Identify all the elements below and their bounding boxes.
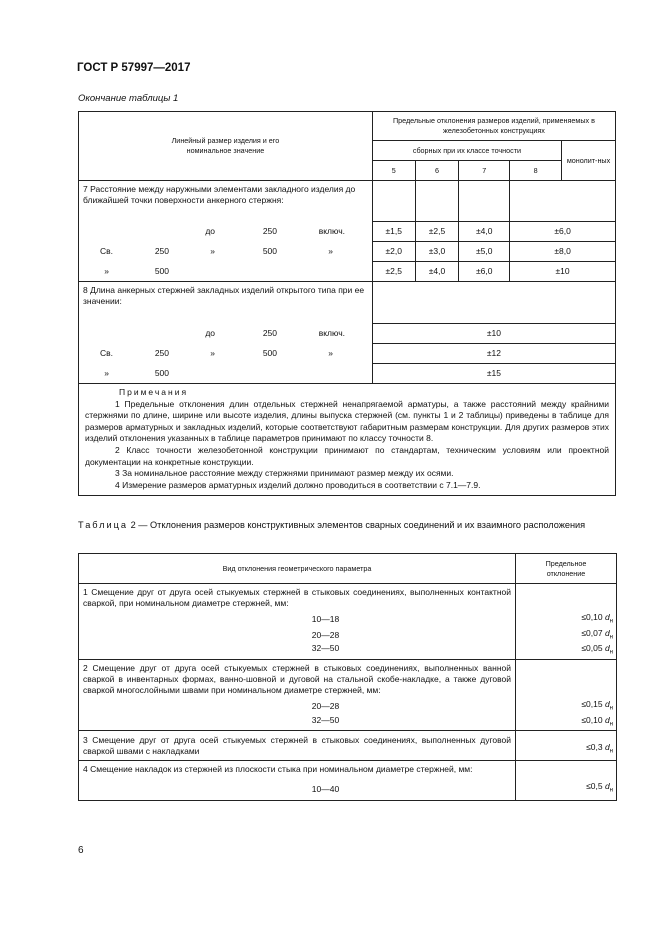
table-row xyxy=(79,778,617,800)
unit-sub: н xyxy=(609,748,613,755)
page-number: 6 xyxy=(78,845,84,856)
unit: d xyxy=(604,714,610,725)
table-row xyxy=(79,715,617,731)
table1-sborn-header: сборных при их классе точности xyxy=(372,141,561,161)
value-cell xyxy=(516,699,617,715)
table-row xyxy=(79,628,617,644)
t2-section4-title: 4 Смещение накладок из стержней из плоскости стыка при номинальном диаметре стержней, мм: xyxy=(79,761,516,779)
table2-col2-label: Предельное отклонение xyxy=(545,558,587,578)
table1-col-label: Линейный размер изделия и его номинальное значение xyxy=(171,136,280,155)
t2-section2-title: 2 Смещение друг от друга осей стыкуемых стержней в стыковых соединениях, выполненных ванной сваркой в инвентарных формах, ванно-шовной и дуговой на стальной скобе-накладке, а также дуговой сваркой многослойными швами при номинальном диаметре стержней, мм: xyxy=(79,660,516,700)
row-to: 500 xyxy=(262,246,277,256)
value-cell: ±10 xyxy=(510,262,616,282)
range-cell: 20—28 xyxy=(79,628,516,644)
value-cell: ±2,5 xyxy=(372,262,415,282)
value: ≤0,10 xyxy=(581,612,603,622)
table-1 xyxy=(78,111,616,496)
table2-col2-header xyxy=(516,554,617,584)
value-cell: ±2,5 xyxy=(415,222,459,242)
value-cell: ±1,5 xyxy=(372,222,415,242)
value-cell xyxy=(516,715,617,731)
value-cell xyxy=(516,628,617,644)
value: ≤0,15 xyxy=(581,699,603,710)
value-cell: ±6,0 xyxy=(510,222,616,242)
row-to-word: » xyxy=(210,348,215,358)
unit-sub: н xyxy=(609,650,613,657)
unit-sub: н xyxy=(609,705,613,712)
table2-caption-label: Таблица xyxy=(78,520,129,530)
range-cell: 10—18 xyxy=(79,612,516,628)
value-cell: ±4,0 xyxy=(459,222,510,242)
row-from: 250 xyxy=(154,348,169,358)
value: ≤0,3 xyxy=(586,741,603,752)
table-row xyxy=(79,324,616,344)
note-1: 1 Предельные отклонения длин отдельных стержней ненапрягаемой арматуры, а также расстояний между крайними стержнями по длине, ширине или высоте изделия, длины выпуска стержней (см. пункты 1 и 2 таблицы) приведены в таблице для размеров арматурных и закладных изделий, которые соответствуют габаритным размерам конструкции. Для других размеров этих изделий отклонения указанных в таблице параметров принимают по классу точности 8. xyxy=(85,398,609,444)
table-row xyxy=(79,643,617,659)
value-cell: ±10 xyxy=(372,324,615,344)
table1-monolit-header: монолит-ных xyxy=(562,141,616,181)
note-4: 4 Измерение размеров арматурных изделий должно проводиться в соответствии с 7.1—7.9. xyxy=(115,479,481,490)
class-5: 5 xyxy=(372,161,415,181)
range-cell: 10—40 xyxy=(79,778,516,800)
table1-top-header: Предельные отклонения размеров изделий, применяемых в железобетонных конструкциях xyxy=(372,112,615,141)
note-3: 3 За номинальное расстояние между стержнями принимают размер между их осями. xyxy=(115,468,454,479)
unit-sub: н xyxy=(609,618,613,625)
row-incl: включ. xyxy=(318,226,345,236)
row-incl: включ. xyxy=(318,328,345,338)
row-prefix: Св. xyxy=(99,348,113,358)
range-cell: 32—50 xyxy=(79,643,516,659)
table1-col-label-cell xyxy=(79,112,373,181)
table2-caption xyxy=(78,519,616,532)
class-8: 8 xyxy=(510,161,562,181)
t2-section1-title: 1 Смещение друг от друга осей стыкуемых стержней в стыковых соединениях, выполненных контактной сваркой, при номинальном диаметре стержней, мм: xyxy=(79,584,516,613)
row-to: 500 xyxy=(262,348,277,358)
row-to-word: до xyxy=(205,328,215,338)
row-prefix xyxy=(79,226,123,237)
row-from xyxy=(123,226,169,237)
row-from: 500 xyxy=(154,265,169,276)
value: ≤0,5 xyxy=(586,781,603,792)
table-continuation-label: Окончание таблицы 1 xyxy=(78,93,179,104)
row-to-word: » xyxy=(210,246,215,256)
note-2: 2 Класс точности железобетонной конструкции принимают по стандартам, техническим условиям или проектной документации на конкретные конструкции. xyxy=(85,444,609,467)
row-to-word: до xyxy=(205,226,215,236)
unit-sub: н xyxy=(609,634,613,641)
unit: d xyxy=(604,643,610,654)
value-cell: ±6,0 xyxy=(459,262,510,282)
value-cell: ±15 xyxy=(372,364,615,384)
row-prefix: » xyxy=(104,265,109,276)
table-row xyxy=(79,262,616,282)
table1-notes xyxy=(79,384,616,496)
row-to: 250 xyxy=(262,328,277,338)
value-cell: ±8,0 xyxy=(510,242,616,262)
table-row xyxy=(79,699,617,715)
table-row xyxy=(79,731,617,761)
table-2 xyxy=(78,553,617,801)
unit: d xyxy=(604,741,610,752)
value-cell: ±4,0 xyxy=(415,262,459,282)
value-cell: ±3,0 xyxy=(415,242,459,262)
table-row xyxy=(79,222,616,242)
row-from: 250 xyxy=(154,246,169,256)
section7-title: 7 Расстояние между наружными элементами закладного изделия до ближайшей точки поверхности анкерного стержня: xyxy=(79,181,373,222)
value: ≤0,10 xyxy=(581,714,603,725)
value-cell: ±5,0 xyxy=(459,242,510,262)
row-incl: » xyxy=(328,348,333,358)
row-prefix xyxy=(79,328,123,339)
row-incl: » xyxy=(328,246,333,256)
class-7: 7 xyxy=(459,161,510,181)
table-row xyxy=(79,242,616,262)
range-cell: 32—50 xyxy=(79,715,516,731)
value: ≤0,07 xyxy=(581,627,603,638)
section8-title: 8 Длина анкерных стержней закладных изделий открытого типа при ее значении: xyxy=(79,282,373,324)
row-from: 500 xyxy=(154,367,169,378)
t2-section3-title: 3 Смещение друг от друга осей стыкуемых стержней в стыковых соединениях, выполненных дуговой сваркой швами с накладками xyxy=(79,731,516,761)
table-row xyxy=(79,364,616,384)
table2-col1-header: Вид отклонения геометрического параметра xyxy=(79,554,516,584)
row-to: 250 xyxy=(262,226,277,236)
value-cell: ±12 xyxy=(372,344,615,364)
unit: d xyxy=(604,781,610,792)
table-row xyxy=(79,344,616,364)
unit-sub: н xyxy=(609,721,613,728)
unit: d xyxy=(604,699,610,710)
value-cell xyxy=(516,731,617,761)
value: ≤0,05 xyxy=(581,643,603,654)
row-prefix: Св. xyxy=(99,246,113,256)
unit: d xyxy=(604,612,610,622)
table-row xyxy=(79,612,617,628)
document-header: ГОСТ Р 57997—2017 xyxy=(77,62,191,74)
value-cell: ±2,0 xyxy=(372,242,415,262)
value-cell xyxy=(516,643,617,659)
row-prefix: » xyxy=(104,367,109,378)
unit: d xyxy=(604,627,610,638)
unit-sub: н xyxy=(609,788,613,795)
row-from xyxy=(123,328,169,339)
value-cell xyxy=(516,778,617,800)
table2-caption-text: 2 — Отклонения размеров конструктивных элементов сварных соединений и их взаимного расположения xyxy=(130,520,586,530)
value-cell xyxy=(516,612,617,628)
class-6: 6 xyxy=(415,161,459,181)
range-cell: 20—28 xyxy=(79,699,516,715)
notes-title: Примечания xyxy=(119,387,189,397)
